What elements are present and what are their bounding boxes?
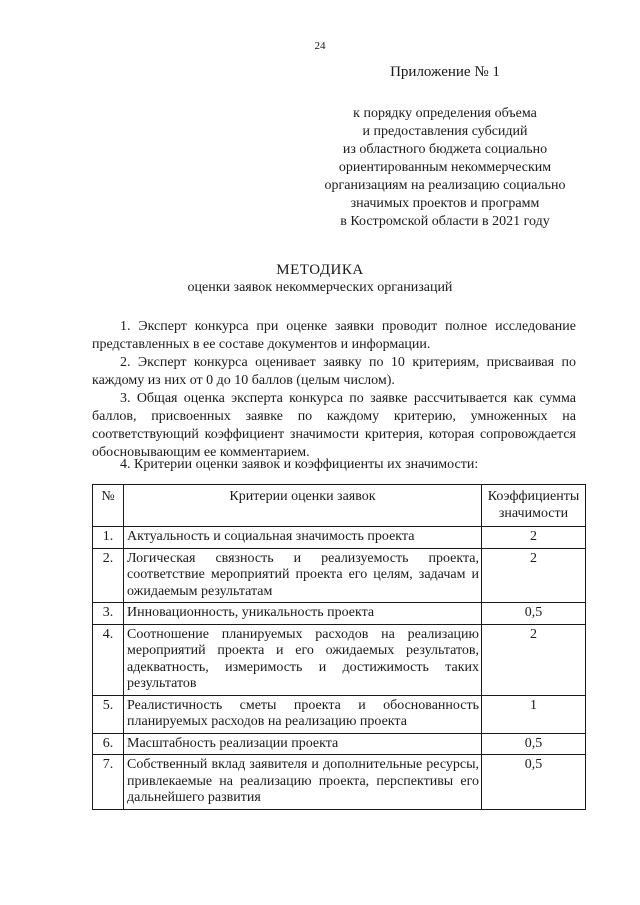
criteria-table [92, 484, 586, 810]
table-row [93, 755, 586, 810]
header-number: № [93, 485, 124, 527]
row-number: 3. [93, 603, 124, 625]
paragraph-text: 4. Критерии оценки заявок и коэффициенты их значимости: [120, 457, 479, 472]
header-coefficient: Коэффициенты значимости [482, 485, 586, 527]
row-coefficient: 2 [482, 624, 586, 695]
row-number: 2. [93, 548, 124, 603]
appendix-subtitle [300, 105, 590, 231]
paragraph-text: 1. Эксперт конкурса при оценке заявки проводит полное исследование представленных в ее составе документов и информации. [92, 319, 576, 352]
table-row [93, 733, 586, 755]
row-coefficient: 2 [482, 548, 586, 603]
appendix-title: Приложение № 1 [390, 64, 500, 80]
paragraph-4 [92, 456, 576, 474]
row-criterion: Масштабность реализации проекта [124, 733, 482, 755]
methodology-subtitle: оценки заявок некоммерческих организаций [187, 280, 453, 295]
paragraph-text: 3. Общая оценка эксперта конкурса по заявке рассчитывается как сумма баллов, присвоенных заявке по каждому критерию, умноженных на соответствующий коэффициент значимости критерия, которая сопровождается обосновывающим ее комментарием. [92, 391, 576, 460]
row-criterion: Собственный вклад заявителя и дополнительные ресурсы, привлекаемые на реализацию проекта, перспективы его дальнейшего развития [124, 755, 482, 810]
table-row [93, 527, 586, 549]
row-coefficient: 0,5 [482, 755, 586, 810]
paragraph-2 [92, 354, 576, 390]
appendix-subtitle-line: к порядку определения объема [353, 106, 537, 121]
table-header-row [93, 485, 586, 527]
paragraph-1 [92, 318, 576, 354]
row-coefficient: 1 [482, 695, 586, 733]
row-coefficient: 0,5 [482, 603, 586, 625]
table-row [93, 603, 586, 625]
appendix-subtitle-line: и предоставления субсидий [362, 124, 528, 139]
row-criterion: Соотношение планируемых расходов на реализацию мероприятий проекта и его ожидаемых результатов, адекватность, измеримость и достижимость таких результатов [124, 624, 482, 695]
page-number: 24 [314, 40, 326, 52]
row-criterion: Логическая связность и реализуемость проекта, соответствие мероприятий проекта его целям, задачам и ожидаемым результатам [124, 548, 482, 603]
appendix-subtitle-line: организациям на реализацию социально [324, 178, 566, 193]
appendix-subtitle-line: значимых проектов и программ [350, 196, 540, 211]
table-row [93, 548, 586, 603]
paragraph-text: 2. Эксперт конкурса оценивает заявку по 10 критериям, присваивая по каждому из них от 0 до 10 баллов (целым числом). [92, 355, 576, 388]
row-criterion: Инновационность, уникальность проекта [124, 603, 482, 625]
appendix-subtitle-line: ориентированным некоммерческим [338, 160, 552, 175]
row-number: 6. [93, 733, 124, 755]
row-coefficient: 0,5 [482, 733, 586, 755]
row-number: 4. [93, 624, 124, 695]
row-criterion: Реалистичность сметы проекта и обоснованность планируемых расходов на реализацию проекта [124, 695, 482, 733]
row-number: 1. [93, 527, 124, 549]
appendix-subtitle-line: в Костромской области в 2021 году [340, 214, 550, 229]
paragraph-3 [92, 390, 576, 462]
row-number: 5. [93, 695, 124, 733]
header-criteria: Критерии оценки заявок [124, 485, 482, 527]
methodology-title: МЕТОДИКА [276, 262, 364, 278]
table-row [93, 624, 586, 695]
row-number: 7. [93, 755, 124, 810]
row-coefficient: 2 [482, 527, 586, 549]
row-criterion: Актуальность и социальная значимость проекта [124, 527, 482, 549]
appendix-subtitle-line: из областного бюджета социально [342, 142, 548, 157]
table-row [93, 695, 586, 733]
